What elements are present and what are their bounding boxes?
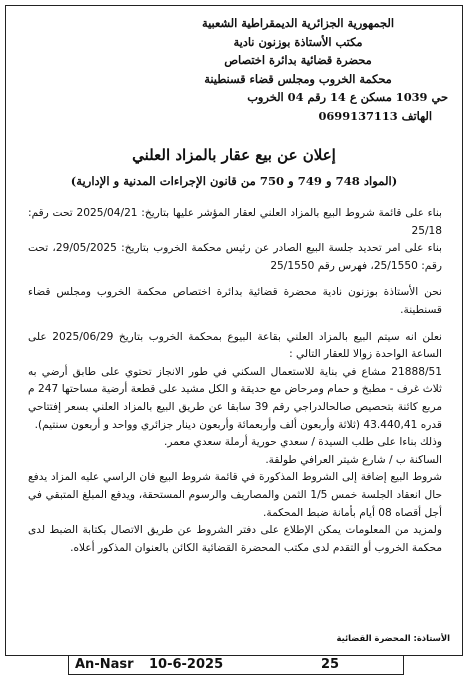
paragraph-sale-conditions: شروط البيع إضافة إلى الشروط المذكورة في قائمة شروط البيع فان الراسي عليه المزاد يدفع حال انعقاد الجلسة خمس 1/5 الثمن والمصاريف والرسوم المستحقة، ويدفع المبلغ المتبقي في أجل أقصاه 08 أيام بأمانة ضبط المحكمة. — [28, 471, 442, 519]
header-country-line: الجمهورية الجزائرية الديمقراطية الشعبية — [201, 16, 395, 30]
paragraph-residence: الساكنة ب / شارع شيتر العرافي طولقة. — [265, 453, 442, 466]
office-header — [148, 14, 448, 126]
paragraph-hearing-order: بناء على امر تحديد جلسة البيع الصادر عن رئيس محكمة الخروب بتاريخ: 29/05/2025، تحت رقم: 25/1550، فهرس رقم 25/1550 — [28, 242, 442, 272]
paragraph-requester: وذلك بناءا على طلب السيدة / سعدي حورية أرملة سعدي معمر. — [164, 436, 442, 449]
notice-subtitle: (المواد 748 و 749 و 750 من قانون الإجراءات المدنية و الإدارية) — [70, 174, 398, 188]
signature: الأستاذة: المحضرة القضائية — [336, 633, 450, 643]
newspaper-footer — [68, 655, 404, 675]
paragraph-auction-date: نعلن انه سيتم البيع بالمزاد العلني بقاعة البيوع بمحكمة الخروب بتاريخ 2025/06/29 على الساعة الواحدة زوالا للعقار التالي : — [28, 330, 443, 361]
header-address-line: حي 1039 مسكن ع 14 رقم 04 الخروب — [247, 90, 448, 105]
paragraph-property-description: 21888/51 مشاع في بناية للاستعمال السكني في طور الانجاز تحتوي على طابق أرضي به ثلاث غرف - مطبخ و حمام ومرحاض مع حديقة و الكل مشيد على قطعة أرضية مساحتها 247 م مربع كائنة بتحصيص صالحالدراجي رقم 39 سابقا عن طريق البيع بالمزاد العلني بسعر إفتتاحي قدره 43.440,41 (ثلاثة وأربعون ألف وأربعمائة وأربعون دينار جزائري وواحد و أربعون سنتيم). — [28, 365, 442, 431]
paragraph-more-info: ولمزيد من المعلومات يمكن الإطلاع على دفتر الشروط عن طريق الاتصال بكتابة الضبط لدى محكمة الخروب أو التقدم لدى مكتب المحضرة القضائية الكائن بالعنوان المذكور أعلاه. — [28, 524, 442, 554]
paragraph-bailiff: نحن الأستاذة بوزنون نادية محضرة قضائية بدائرة اختصاص محكمة الخروب ومجلس قضاء قسنطينة. — [28, 286, 442, 316]
header-bailiff-line: محضرة قضائية بدائرة اختصاص — [224, 53, 372, 68]
notice-title: إعلان عن بيع عقار بالمزاد العلني — [132, 146, 336, 164]
notice-body — [28, 205, 442, 557]
header-office-line: مكتب الأستاذة بوزنون نادية — [233, 34, 363, 49]
paragraph-specifications: بناء على قائمة شروط البيع بالمزاد العلني لعقار المؤشر عليها بتاريخ: 2025/04/21 تحت رقم: 25/18 — [28, 207, 442, 237]
header-phone-line: الهاتف 0699137113 — [318, 108, 432, 123]
header-court-line: محكمة الخروب ومجلس قضاء قسنطينة — [204, 71, 392, 86]
page-number: 25 — [321, 657, 340, 672]
publication-date: 10-6-2025 — [149, 657, 224, 672]
publication-name: An-Nasr — [75, 657, 134, 672]
